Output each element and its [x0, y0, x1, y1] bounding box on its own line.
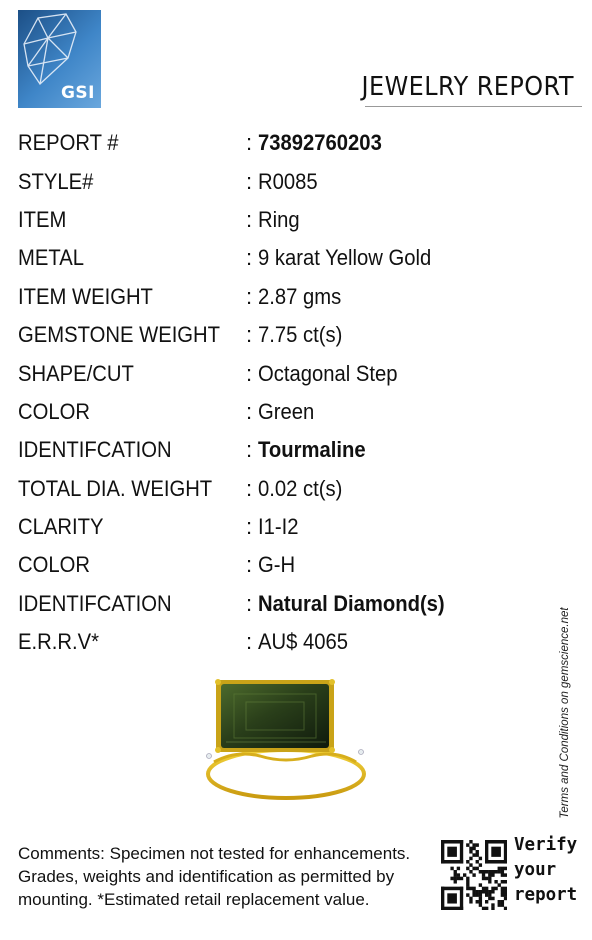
field-separator: :: [246, 206, 253, 232]
field-value: Octagonal Step: [258, 360, 398, 386]
gsi-logo: [18, 10, 101, 108]
field-row: [18, 470, 578, 508]
field-value: Tourmaline: [258, 437, 366, 463]
field-row: [18, 278, 578, 316]
field-value: AU$ 4065: [258, 629, 349, 655]
field-label: REPORT #: [18, 130, 119, 156]
field-value: G-H: [258, 552, 296, 578]
field-separator: :: [246, 168, 253, 194]
field-separator: :: [246, 360, 253, 386]
field-value: I1-I2: [258, 514, 299, 540]
field-value: Ring: [258, 206, 300, 232]
report-title: JEWELRY REPORT: [361, 72, 574, 102]
field-value: R0085: [258, 168, 318, 194]
field-row: [18, 239, 578, 277]
field-row: [18, 623, 578, 661]
verify-line: your: [514, 860, 557, 880]
field-separator: :: [246, 552, 253, 578]
field-label: STYLE#: [18, 168, 94, 194]
field-separator: :: [246, 475, 253, 501]
verify-report-link[interactable]: [514, 833, 577, 908]
field-separator: :: [246, 398, 253, 424]
report-fields: [18, 124, 578, 661]
verify-line: report: [514, 885, 578, 905]
field-label: SHAPE/CUT: [18, 360, 134, 386]
field-value: 73892760203: [258, 130, 382, 156]
field-label: METAL: [18, 245, 84, 271]
terms-note: Terms and Conditions on gemscience.net: [559, 607, 571, 819]
field-label: COLOR: [18, 398, 90, 424]
field-separator: :: [246, 629, 253, 655]
field-value: 2.87 gms: [258, 283, 342, 309]
field-row: [18, 431, 578, 469]
field-label: COLOR: [18, 552, 90, 578]
field-row: [18, 354, 578, 392]
field-separator: :: [246, 245, 253, 271]
field-label: E.R.R.V*: [18, 629, 99, 655]
logo-text: GSI: [60, 83, 95, 103]
field-row: [18, 201, 578, 239]
field-row: [18, 124, 578, 162]
comments-text: Comments: Specimen not tested for enhancements. Grades, weights and identification as permitted by mounting. *Estimated retail replacement value.: [18, 844, 411, 909]
field-separator: :: [246, 514, 253, 540]
field-row: [18, 546, 578, 584]
field-separator: :: [246, 130, 253, 156]
field-row: [18, 585, 578, 623]
field-label: GEMSTONE WEIGHT: [18, 322, 221, 348]
field-value: 7.75 ct(s): [258, 322, 343, 348]
field-row: [18, 508, 578, 546]
field-separator: :: [246, 283, 253, 309]
field-row: [18, 393, 578, 431]
field-label: IDENTIFCATION: [18, 590, 172, 616]
field-value: Natural Diamond(s): [258, 590, 445, 616]
qr-code-icon[interactable]: [441, 840, 507, 910]
field-separator: :: [246, 437, 253, 463]
ring-photo: [196, 672, 376, 807]
field-value: Green: [258, 398, 315, 424]
verify-line: Verify: [514, 835, 578, 855]
field-row: [18, 162, 578, 200]
field-label: IDENTIFCATION: [18, 437, 172, 463]
field-label: CLARITY: [18, 514, 104, 540]
field-value: 0.02 ct(s): [258, 475, 343, 501]
field-label: ITEM: [18, 206, 67, 232]
field-value: 9 karat Yellow Gold: [258, 245, 432, 271]
field-row: [18, 316, 578, 354]
field-label: TOTAL DIA. WEIGHT: [18, 475, 213, 501]
title-underline: [365, 106, 582, 107]
field-separator: :: [246, 322, 253, 348]
field-label: ITEM WEIGHT: [18, 283, 153, 309]
field-separator: :: [246, 590, 253, 616]
